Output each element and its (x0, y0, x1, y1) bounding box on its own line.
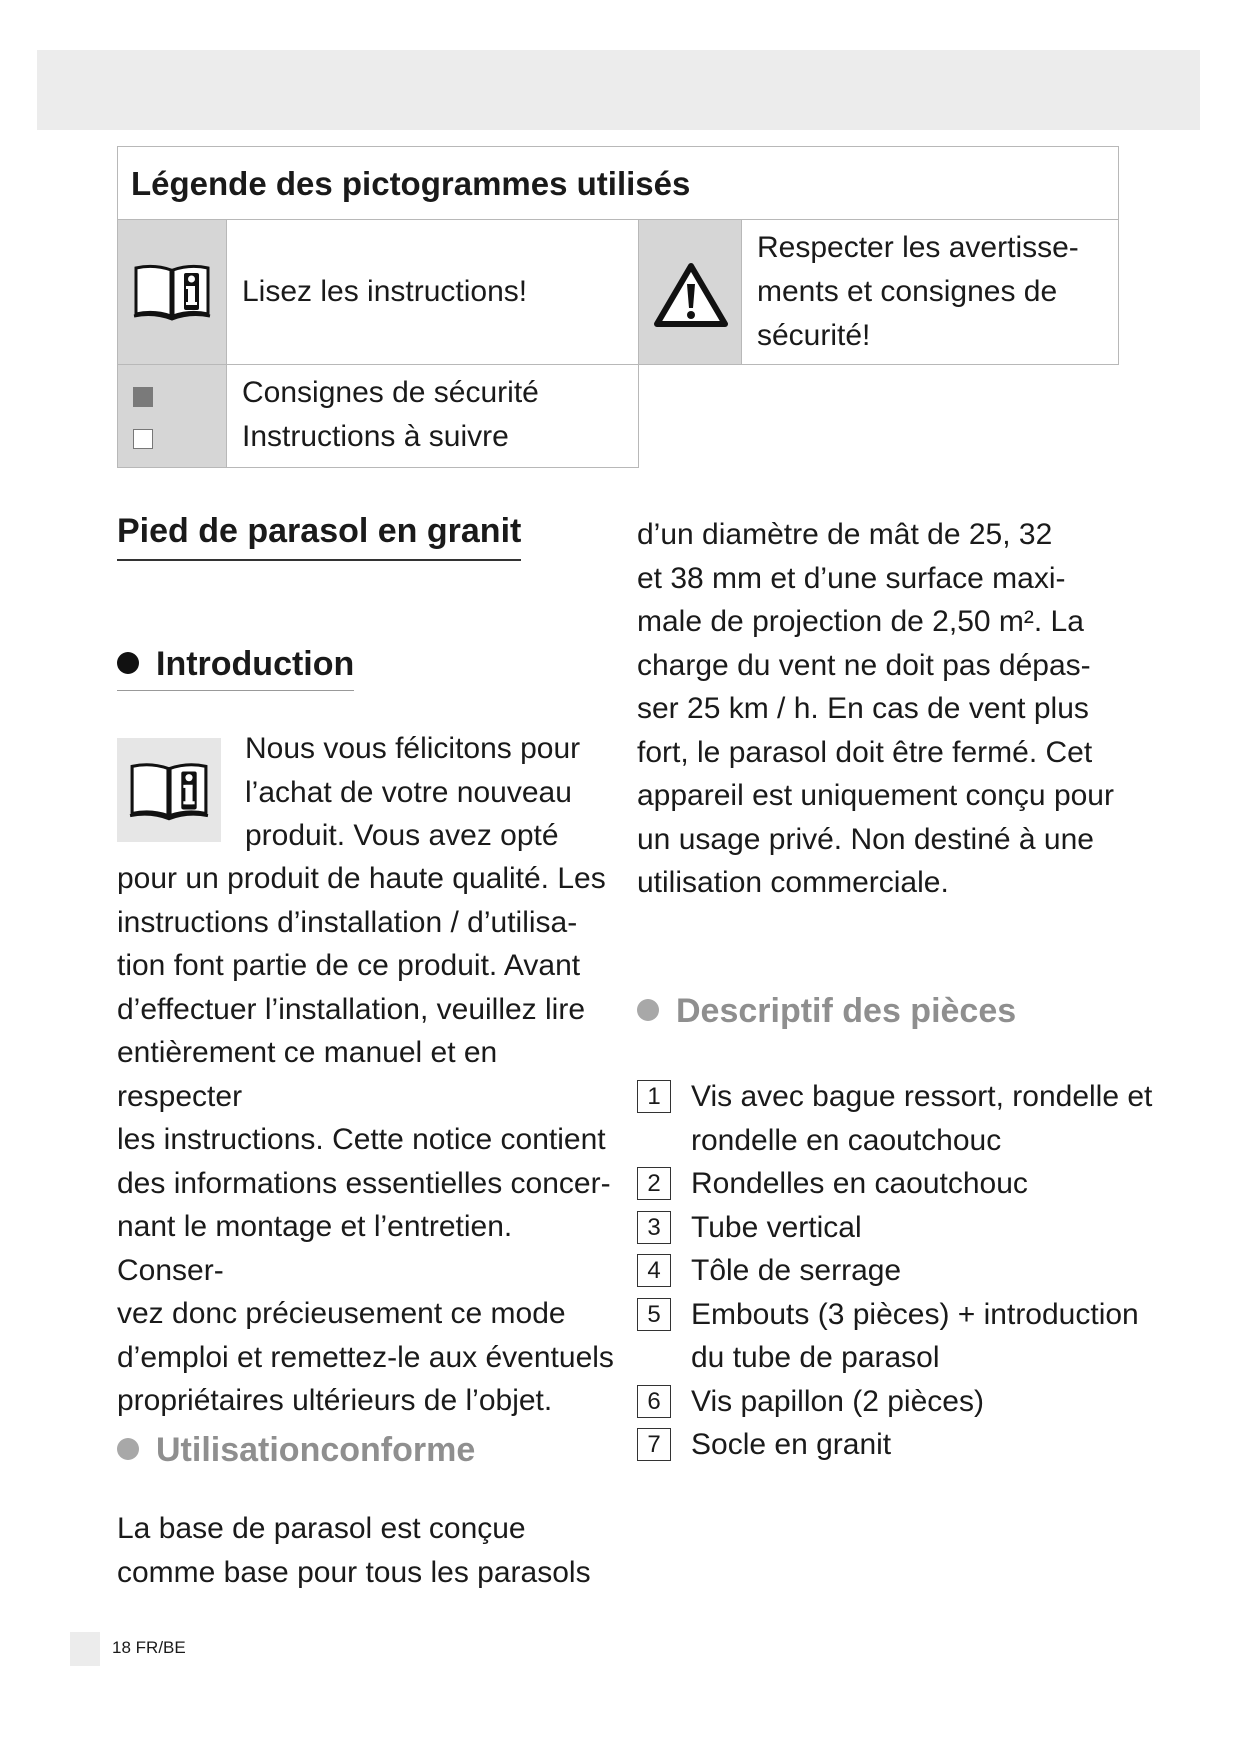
introduction-heading-text: Introduction (156, 645, 355, 683)
text-line: d’un diamètre de mât de 25, 32 (637, 518, 1053, 551)
legend-safety-cell (226, 364, 639, 468)
text-line: pour un produit de haute qualité. Les (117, 862, 606, 895)
text-line: fort, le parasol doit être fermé. Cet (637, 735, 1093, 769)
info-book-icon (132, 262, 212, 322)
list-item (637, 1380, 1157, 1424)
page-footer (112, 1631, 186, 1665)
parts-heading (637, 991, 1016, 1031)
text-line: utilisation commerciale. (637, 866, 949, 899)
legend-warning-text: Respecter les avertisse-ments et consignes de sécurité! (757, 231, 1079, 352)
list-item (637, 1293, 1157, 1380)
text-line: instructions d’installation / d’utilisa- (117, 905, 578, 939)
part-number: 2 (637, 1167, 671, 1200)
part-number: 6 (637, 1385, 671, 1418)
intended-use-continuation (637, 513, 1157, 905)
text-line: l’achat de votre nouveau (245, 775, 572, 809)
bullet-icon (117, 1438, 139, 1460)
part-number: 4 (637, 1254, 671, 1287)
text-line: un usage privé. Non destiné à une (637, 822, 1094, 856)
part-label: Tube vertical (691, 1210, 862, 1244)
text-line: et 38 mm et d’une surface maxi- (637, 561, 1066, 595)
text-line: vez donc précieusement ce mode (117, 1297, 566, 1330)
text-line: d’effectuer l’installation, veuillez lire (117, 992, 586, 1026)
text-line: comme base pour tous les parasols (117, 1555, 591, 1589)
part-label: Tôle de serrage (691, 1254, 902, 1287)
text-line: d’emploi et remettez-le aux éventuels (117, 1340, 614, 1374)
text-line: les instructions. Cette notice contient (117, 1123, 606, 1156)
legend-squares-cell (117, 364, 227, 468)
legend-follow-text: Instructions à suivre (242, 420, 509, 453)
introduction-body (117, 857, 617, 1423)
introduction-lead (245, 727, 615, 858)
bullet-icon (637, 999, 659, 1021)
text-line: La base de parasol est conçue (117, 1512, 526, 1545)
page-number: 18 (112, 1638, 131, 1657)
text-line: Nous vous félicitons pour (245, 732, 581, 765)
list-item (637, 1075, 1157, 1162)
info-book-icon (128, 760, 210, 822)
part-number: 7 (637, 1428, 671, 1461)
text-line: tion font partie de ce produit. Avant (117, 949, 581, 982)
part-number: 5 (637, 1298, 671, 1331)
legend-read-cell (226, 219, 639, 365)
intended-use-heading-text: Utilisationconforme (156, 1431, 476, 1469)
legend-warning-icon-cell (638, 219, 742, 365)
list-item (637, 1249, 1157, 1293)
main-title: Pied de parasol en granit (117, 512, 521, 561)
bullet-icon (117, 652, 139, 674)
parts-heading-text: Descriptif des pièces (676, 992, 1017, 1030)
text-line: nant le montage et l’entretien. Conser- (117, 1210, 513, 1287)
text-line: appareil est uniquement conçu pour (637, 779, 1114, 812)
page-region: FR/BE (135, 1638, 186, 1657)
filled-square-icon (133, 387, 153, 407)
empty-square-icon (133, 429, 153, 449)
part-label: Vis avec bague ressort, rondelle et rondelle en caoutchouc (691, 1080, 1153, 1157)
legend-safety-text: Consignes de sécurité (242, 376, 539, 409)
text-line: charge du vent ne doit pas dépas- (637, 648, 1091, 682)
text-line: entièrement ce manuel et en respecter (117, 1036, 498, 1113)
list-item (637, 1423, 1157, 1467)
part-label: Embouts (3 pièces) + introduction du tube de parasol (691, 1297, 1139, 1374)
text-line: male de projection de 2,50 m². La (637, 605, 1084, 638)
header-band (37, 50, 1200, 130)
text-line: propriétaires ultérieurs de l’objet. (117, 1384, 553, 1417)
part-label: Socle en granit (691, 1428, 892, 1461)
legend-read-text: Lisez les instructions! (242, 275, 528, 308)
intended-use-text (117, 1507, 617, 1594)
text-line: ser 25 km / h. En cas de vent plus (637, 692, 1089, 725)
intro-info-icon-box (117, 738, 221, 842)
text-line: produit. Vous avez opté (245, 819, 559, 852)
warning-triangle-icon (654, 262, 728, 328)
parts-list (637, 1075, 1157, 1467)
part-number: 1 (637, 1080, 671, 1113)
text-line: des informations essentielles concer- (117, 1166, 611, 1200)
legend-title: Légende des pictogrammes utilisés (117, 146, 1119, 220)
part-number: 3 (637, 1211, 671, 1244)
intended-use-heading (117, 1430, 475, 1470)
list-item (637, 1206, 1157, 1250)
part-label: Vis papillon (2 pièces) (691, 1384, 984, 1418)
list-item (637, 1162, 1157, 1206)
footer-marker (70, 1632, 100, 1666)
legend-icon-cell (117, 219, 227, 365)
introduction-heading (117, 644, 354, 691)
part-label: Rondelles en caoutchouc (691, 1167, 1028, 1200)
legend-warning-cell (741, 219, 1119, 365)
